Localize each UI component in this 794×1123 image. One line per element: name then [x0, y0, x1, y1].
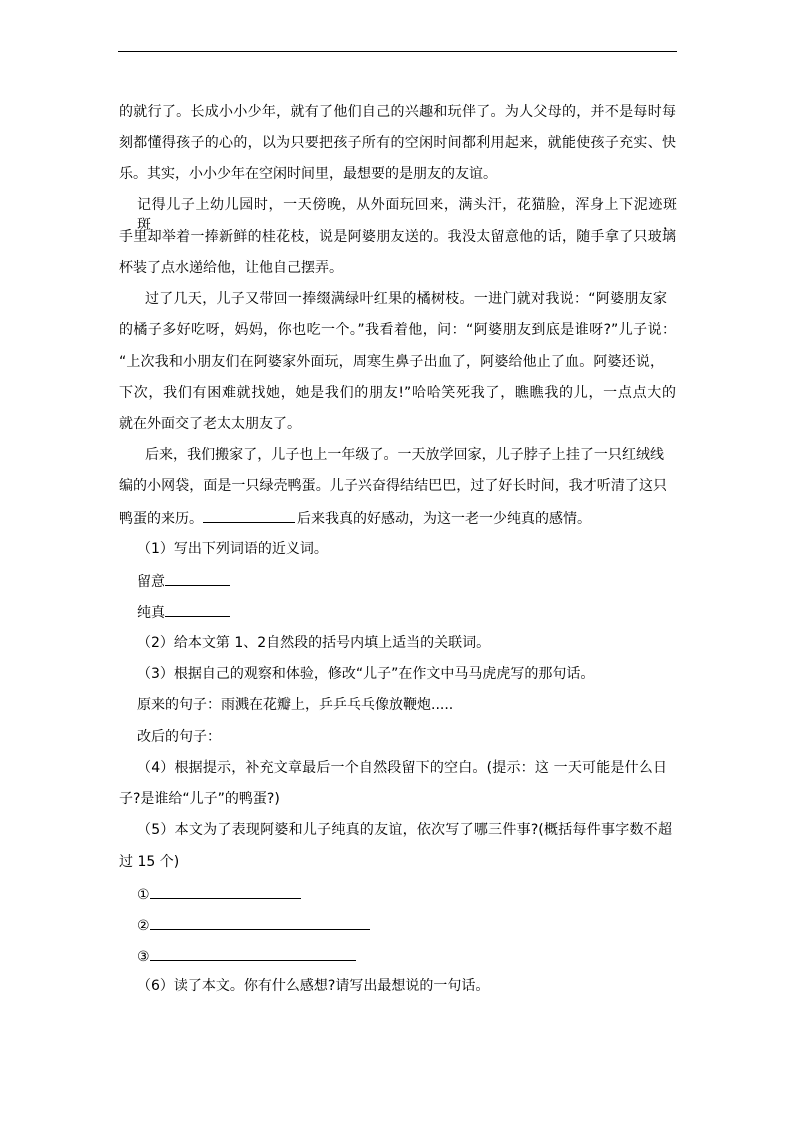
word-label: 留意 [137, 574, 165, 590]
header-rule [118, 51, 677, 52]
item-marker: ③ [137, 949, 150, 965]
answer-blank[interactable] [165, 570, 230, 586]
item-marker: ② [137, 918, 150, 934]
item-marker: ① [137, 887, 150, 903]
paragraph-text: 后来我真的好感动，为这一老一少纯真的感情。 [297, 511, 591, 527]
question-1: （1）写出下列词语的近义词。 [137, 541, 328, 557]
question-1-item [137, 601, 230, 621]
paragraph-line: “上次我和小朋友们在阿婆家外面玩，周寒生鼻子出血了，阿婆给他止了血。阿婆还说， [119, 354, 664, 370]
paragraph-text: 鸭蛋的来历。 [119, 511, 203, 527]
answer-blank[interactable] [165, 601, 230, 617]
paragraph-line: 乐。其实，小小少年在空闲时间里，最想要的是朋友的友谊。 [119, 166, 497, 182]
paragraph-line [119, 507, 591, 527]
fill-blank[interactable] [203, 507, 295, 523]
question-2: （2）给本文第 1、2自然段的括号内填上适当的关联词。 [137, 635, 491, 651]
question-1-item [137, 570, 230, 590]
paragraph-line: 就在外面交了老太太朋友了。 [119, 416, 301, 432]
question-4-cont: 子?是谁给“儿子”的鸭蛋?) [119, 791, 280, 807]
question-5-cont: 过 15 个) [119, 854, 180, 870]
original-sentence: 原来的句子：雨溅在花瓣上，乒乒乓乓像放鞭炮..... [137, 697, 454, 713]
paragraph-line: 刻都懂得孩子的心的，以为只要把孩子所有的空闲时间都利用起来，就能使孩子充实、快 [119, 135, 676, 151]
paragraph-line: 过了几天，儿子又带回一捧缀满绿叶红果的橘树枝。一进门就对我说：“阿婆朋友家 [145, 291, 667, 307]
event-item-3 [137, 945, 356, 965]
paragraph-line: 后来，我们搬家了，儿子也上一年级了。一天放学回家，儿子脖子上挂了一只红绒线 [145, 447, 664, 463]
paragraph-line: 的橘子多好吃呀，妈妈，你也吃一个。”我看着他，问：“阿婆朋友到底是谁呀?”儿子说： [119, 322, 676, 338]
question-6: （6）读了本文。你有什么感想?请写出最想说的一句话。 [137, 978, 490, 994]
paragraph-line: 下次，我们有困难就找她，她是我们的朋友!”哈哈笑死我了，瞧瞧我的儿，一点点大的 [119, 385, 676, 401]
answer-blank[interactable] [150, 914, 370, 930]
answer-blank[interactable] [150, 945, 356, 961]
word-label: 纯真 [137, 605, 165, 621]
question-5: （5）本文为了表现阿婆和儿子纯真的友谊，依次写了哪三件事?(概括每件事字数不超 [137, 822, 672, 838]
event-item-2 [137, 914, 370, 934]
paragraph-line: 编的小网袋，面是一只绿壳鸭蛋。儿子兴奋得结结巴巴，过了好长时间，我才听清了这只 [119, 478, 667, 494]
question-3: （3）根据自己的观察和体验，修改“儿子”在作文中马马虎虎写的那句话。 [137, 666, 595, 682]
paragraph-line: 的就行了。长成小小少年，就有了他们自己的兴趣和玩伴了。为人父母的，并不是每时每 [119, 104, 676, 120]
answer-blank[interactable] [150, 883, 301, 899]
paragraph-line: 杯装了点水递给他，让他自己摆弄。 [119, 260, 343, 276]
paragraph-line: 手里却举着一捧新鲜的桂花枝，说是阿婆朋友送的。我没太留意他的话，随手拿了只玻璃 [119, 229, 676, 245]
event-item-1 [137, 883, 301, 903]
question-4: （4）根据提示，补充文章最后一个自然段留下的空白。(提示：这 一天可能是什么日 [137, 760, 667, 776]
paragraph-line: 记得儿子上幼儿园时，一天傍晚，从外面玩回来，满头汗，花猫脸，浑身上下泥迹斑斑， [137, 197, 677, 233]
revised-sentence-label: 改后的句子： [137, 729, 221, 745]
